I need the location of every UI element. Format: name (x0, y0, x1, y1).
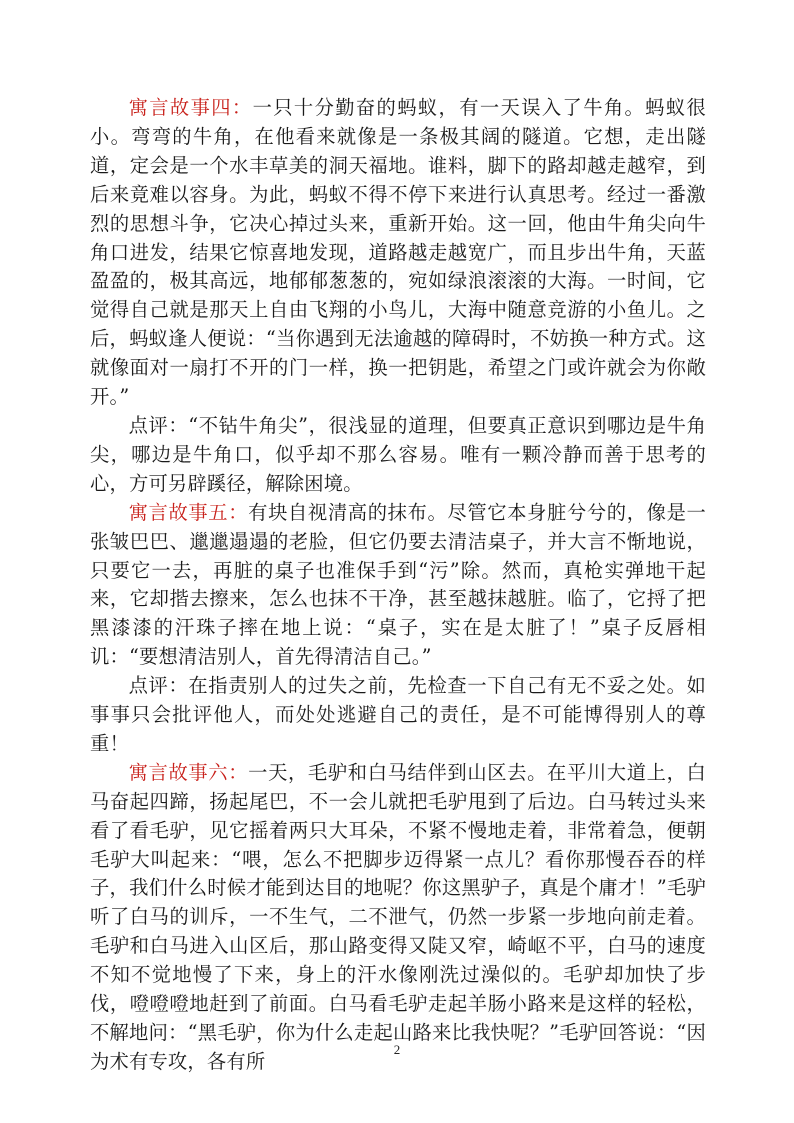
fable-six-label: 寓言故事六： (128, 760, 249, 784)
fable-four-paragraph (90, 94, 706, 412)
document-body (90, 94, 706, 1077)
commentary-five-paragraph (90, 672, 706, 759)
fable-five-label: 寓言故事五： (128, 500, 249, 524)
commentary-four-text: 点评：“不钻牛角尖”，很浅显的道理，但要真正意识到哪边是牛角尖，哪边是牛角口，似乎却不那么容易。唯有一颗冷静而善于思考的心，方可另辟蹊径，解除困境。 (90, 413, 706, 495)
page-number: 2 (393, 1042, 401, 1057)
fable-four-label: 寓言故事四： (128, 96, 253, 119)
commentary-four-paragraph (90, 412, 706, 499)
fable-five-paragraph (90, 499, 706, 672)
fable-six-paragraph (90, 759, 706, 1077)
commentary-five-text: 点评：在指责别人的过失之前，先检查一下自己有无不妥之处。如事事只会批评他人，而处处逃避自己的责任，是不可能博得别人的尊重！ (90, 674, 706, 755)
fable-five-text: 有块自视清高的抹布。尽管它本身脏兮兮的，像是一张皱巴巴、邋邋遢遢的老脸，但它仍要去清洁桌子，并大言不惭地说，只要它一去，再脏的桌子也准保手到“污”除。然而，真枪实弹地干起来，它却揩去擦来，怎么也抹不干净，甚至越抹越脏。临了，它捋了把黑漆漆的汗珠子摔在地上说：“桌子，实在是太脏了！”桌子反唇相讥：“要想清洁别人，首先得清洁自己。” (90, 500, 706, 669)
fable-six-text: 一天，毛驴和白马结伴到山区去。在平川大道上，白马奋起四蹄，扬起尾巴，不一会儿就把毛驴甩到了后边。白马转过头来看了看毛驴，见它摇着两只大耳朵，不紧不慢地走着，非常着急，便朝毛驴大叫起来：“喂，怎么不把脚步迈得紧一点儿？看你那慢吞吞的样子，我们什么时候才能到达目的地呢？你这黑驴子，真是个庸才！”毛驴听了白马的训斥，一不生气，二不泄气，仍然一步紧一步地向前走着。毛驴和白马进入山区后，那山路变得又陡又窄，崎岖不平，白马的速度不知不觉地慢了下来，身上的汗水像刚洗过澡似的。毛驴却加快了步伐，噔噔噔地赶到了前面。白马看毛驴走起羊肠小路来是这样的轻松，不解地问：“黑毛驴，你为什么走起山路来比我快呢？”毛驴回答说：“因为术有专攻，各有所 (90, 760, 706, 1073)
fable-four-text: 一只十分勤奋的蚂蚁，有一天误入了牛角。蚂蚁很小。弯弯的牛角，在他看来就像是一条极其阔的隧道。它想，走出隧道，定会是一个水丰草美的洞天福地。谁料，脚下的路却越走越窄，到后来竟难以容身。为此，蚂蚁不得不停下来进行认真思考。经过一番激烈的思想斗争，它决心掉过头来，重新开始。这一回，他由牛角尖向牛角口进发，结果它惊喜地发现，道路越走越宽广，而且步出牛角，天蓝盈盈的，极其高远，地郁郁葱葱的，宛如绿浪滚滚的大海。一时间，它觉得自己就是那天上自由飞翔的小鸟儿，大海中随意竞游的小鱼儿。之后，蚂蚁逢人便说：“当你遇到无法逾越的障碍时，不妨换一种方式。这就像面对一扇打不开的门一样，换一把钥匙，希望之门或许就会为你敞开。” (90, 96, 706, 409)
